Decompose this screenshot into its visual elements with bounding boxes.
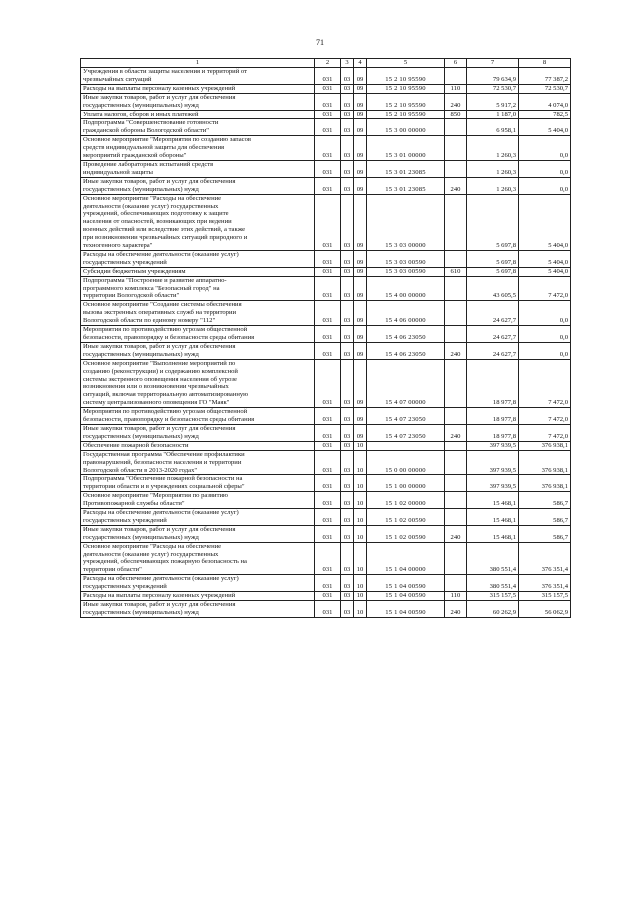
amount-col8-cell: 7 472,0 — [519, 276, 571, 301]
item-name-cell: Расходы на обеспечение деятельности (оказание услуг) государственных учреждений — [81, 575, 315, 592]
amount-col7-cell: 1 260,3 — [467, 177, 519, 194]
section-code-cell: 03 — [341, 84, 354, 93]
subsection-code-cell: 10 — [354, 542, 367, 575]
ministry-code-cell: 031 — [315, 177, 341, 194]
expense-type-cell: 610 — [445, 267, 467, 276]
subsection-code-cell: 10 — [354, 601, 367, 618]
column-header: 7 — [467, 59, 519, 68]
amount-col8-cell: 5 404,0 — [519, 119, 571, 136]
section-code-cell: 03 — [341, 110, 354, 119]
item-name-cell: Государственная программа "Обеспечение профилактики правонарушений, безопасности населения и территории Вологодской области в 2013-2020 годах" — [81, 450, 315, 475]
item-name-cell: Расходы на выплаты персоналу казенных учреждений — [81, 592, 315, 601]
target-article-cell: 15 0 00 00000 — [367, 450, 445, 475]
amount-col8-cell: 5 404,0 — [519, 250, 571, 267]
ministry-code-cell: 031 — [315, 250, 341, 267]
table-row — [81, 110, 571, 119]
table-row — [81, 525, 571, 542]
target-article-cell: 15 1 02 00590 — [367, 509, 445, 526]
table-row — [81, 84, 571, 93]
amount-col8-cell: 72 530,7 — [519, 84, 571, 93]
section-code-cell: 03 — [341, 592, 354, 601]
expense-type-cell — [445, 250, 467, 267]
ministry-code-cell: 031 — [315, 110, 341, 119]
item-name-cell: Иные закупки товаров, работ и услуг для обеспечения государственных (муниципальных) нужд — [81, 342, 315, 359]
ministry-code-cell: 031 — [315, 592, 341, 601]
table-row — [81, 326, 571, 343]
section-code-cell: 03 — [341, 342, 354, 359]
amount-col7-cell: 380 551,4 — [467, 542, 519, 575]
section-code-cell: 03 — [341, 424, 354, 441]
table-row — [81, 177, 571, 194]
amount-col7-cell: 1 260,3 — [467, 136, 519, 161]
expense-type-cell — [445, 194, 467, 250]
amount-col7-cell: 380 551,4 — [467, 575, 519, 592]
amount-col7-cell: 24 627,7 — [467, 301, 519, 326]
ministry-code-cell: 031 — [315, 575, 341, 592]
amount-col8-cell: 7 472,0 — [519, 408, 571, 425]
target-article-cell: 15 4 07 23050 — [367, 424, 445, 441]
subsection-code-cell: 10 — [354, 450, 367, 475]
section-code-cell: 03 — [341, 475, 354, 492]
target-article-cell: 15 3 03 00590 — [367, 267, 445, 276]
item-name-cell: Расходы на обеспечение деятельности (оказание услуг) государственных учреждений — [81, 509, 315, 526]
item-name-cell: Иные закупки товаров, работ и услуг для обеспечения государственных (муниципальных) нужд — [81, 93, 315, 110]
subsection-code-cell: 09 — [354, 110, 367, 119]
ministry-code-cell: 031 — [315, 267, 341, 276]
subsection-code-cell: 09 — [354, 301, 367, 326]
table-row — [81, 592, 571, 601]
expense-type-cell: 240 — [445, 177, 467, 194]
amount-col7-cell: 5 697,8 — [467, 267, 519, 276]
table-row — [81, 160, 571, 177]
ministry-code-cell: 031 — [315, 84, 341, 93]
subsection-code-cell: 10 — [354, 592, 367, 601]
ministry-code-cell: 031 — [315, 424, 341, 441]
subsection-code-cell: 09 — [354, 194, 367, 250]
section-code-cell: 03 — [341, 194, 354, 250]
target-article-cell: 15 3 01 00000 — [367, 136, 445, 161]
column-header: 3 — [341, 59, 354, 68]
expense-type-cell — [445, 441, 467, 450]
amount-col8-cell: 4 074,0 — [519, 93, 571, 110]
column-header-row — [81, 59, 571, 68]
item-name-cell: Иные закупки товаров, работ и услуг для обеспечения государственных (муниципальных) нужд — [81, 424, 315, 441]
section-code-cell: 03 — [341, 326, 354, 343]
item-name-cell: Подпрограмма "Совершенствование готовности гражданской обороны Вологодской области" — [81, 119, 315, 136]
expense-type-cell: 240 — [445, 525, 467, 542]
section-code-cell: 03 — [341, 359, 354, 407]
amount-col7-cell: 43 605,5 — [467, 276, 519, 301]
ministry-code-cell: 031 — [315, 408, 341, 425]
subsection-code-cell: 09 — [354, 276, 367, 301]
subsection-code-cell: 10 — [354, 525, 367, 542]
table-row — [81, 119, 571, 136]
target-article-cell: 15 4 07 23050 — [367, 408, 445, 425]
table-row — [81, 408, 571, 425]
subsection-code-cell: 10 — [354, 509, 367, 526]
expense-type-cell — [445, 276, 467, 301]
item-name-cell: Расходы на выплаты персоналу казенных учреждений — [81, 84, 315, 93]
ministry-code-cell: 031 — [315, 276, 341, 301]
item-name-cell: Учреждения в области защиты населения и территорий от чрезвычайных ситуаций — [81, 68, 315, 85]
subsection-code-cell: 10 — [354, 441, 367, 450]
amount-col7-cell: 60 262,9 — [467, 601, 519, 618]
subsection-code-cell: 10 — [354, 475, 367, 492]
expense-type-cell — [445, 160, 467, 177]
subsection-code-cell: 09 — [354, 250, 367, 267]
table-row — [81, 492, 571, 509]
section-code-cell: 03 — [341, 525, 354, 542]
item-name-cell: Основное мероприятие "Мероприятия по развитию Противопожарной службы области" — [81, 492, 315, 509]
amount-col8-cell: 0,0 — [519, 177, 571, 194]
table-body — [81, 59, 571, 618]
expense-type-cell — [445, 359, 467, 407]
subsection-code-cell: 09 — [354, 267, 367, 276]
expense-type-cell — [445, 509, 467, 526]
subsection-code-cell: 10 — [354, 492, 367, 509]
table-row — [81, 441, 571, 450]
section-code-cell: 03 — [341, 450, 354, 475]
expense-type-cell: 240 — [445, 342, 467, 359]
subsection-code-cell: 09 — [354, 68, 367, 85]
column-header: 2 — [315, 59, 341, 68]
amount-col8-cell: 56 062,9 — [519, 601, 571, 618]
amount-col7-cell: 1 260,3 — [467, 160, 519, 177]
target-article-cell: 15 2 10 95590 — [367, 110, 445, 119]
item-name-cell: Проведение лабораторных испытаний средств индивидуальной защиты — [81, 160, 315, 177]
expense-type-cell: 110 — [445, 592, 467, 601]
target-article-cell: 15 3 01 23085 — [367, 177, 445, 194]
amount-col7-cell: 397 939,5 — [467, 441, 519, 450]
table-row — [81, 575, 571, 592]
target-article-cell — [367, 441, 445, 450]
amount-col7-cell: 315 157,5 — [467, 592, 519, 601]
expense-type-cell — [445, 136, 467, 161]
item-name-cell: Мероприятия по противодействию угрозам общественной безопасности, правопорядку и безопасности среды обитания — [81, 408, 315, 425]
amount-col8-cell: 376 351,4 — [519, 542, 571, 575]
item-name-cell: Обеспечение пожарной безопасности — [81, 441, 315, 450]
ministry-code-cell: 031 — [315, 136, 341, 161]
expense-type-cell — [445, 301, 467, 326]
amount-col7-cell: 5 917,2 — [467, 93, 519, 110]
item-name-cell: Основное мероприятие "Расходы на обеспечение деятельности (оказание услуг) государственных учреждений, обеспечивающих пожарную безопасность на территории области" — [81, 542, 315, 575]
subsection-code-cell: 09 — [354, 84, 367, 93]
expense-type-cell: 110 — [445, 84, 467, 93]
table-row — [81, 542, 571, 575]
section-code-cell: 03 — [341, 177, 354, 194]
table-row — [81, 267, 571, 276]
target-article-cell: 15 1 04 00590 — [367, 592, 445, 601]
amount-col8-cell: 376 938,1 — [519, 450, 571, 475]
target-article-cell: 15 1 04 00590 — [367, 601, 445, 618]
section-code-cell: 03 — [341, 542, 354, 575]
ministry-code-cell: 031 — [315, 68, 341, 85]
amount-col7-cell: 397 939,5 — [467, 475, 519, 492]
column-header: 1 — [81, 59, 315, 68]
amount-col8-cell: 77 387,2 — [519, 68, 571, 85]
section-code-cell: 03 — [341, 267, 354, 276]
table-row — [81, 359, 571, 407]
target-article-cell: 15 2 10 95590 — [367, 68, 445, 85]
target-article-cell: 15 1 02 00000 — [367, 492, 445, 509]
column-header: 8 — [519, 59, 571, 68]
target-article-cell: 15 2 10 95590 — [367, 84, 445, 93]
item-name-cell: Подпрограмма "Построение и развитие аппаратно- программного комплекса "Безопасный город" на территории Вологодской области" — [81, 276, 315, 301]
target-article-cell: 15 3 03 00590 — [367, 250, 445, 267]
ministry-code-cell: 031 — [315, 119, 341, 136]
section-code-cell: 03 — [341, 136, 354, 161]
target-article-cell: 15 1 02 00590 — [367, 525, 445, 542]
ministry-code-cell: 031 — [315, 542, 341, 575]
table-row — [81, 276, 571, 301]
target-article-cell: 15 1 00 00000 — [367, 475, 445, 492]
ministry-code-cell: 031 — [315, 93, 341, 110]
target-article-cell: 15 3 01 23085 — [367, 160, 445, 177]
section-code-cell: 03 — [341, 160, 354, 177]
column-header: 5 — [367, 59, 445, 68]
amount-col8-cell: 376 351,4 — [519, 575, 571, 592]
amount-col7-cell: 15 468,1 — [467, 509, 519, 526]
table-row — [81, 68, 571, 85]
expense-type-cell: 850 — [445, 110, 467, 119]
amount-col7-cell: 24 627,7 — [467, 342, 519, 359]
amount-col8-cell: 0,0 — [519, 160, 571, 177]
section-code-cell: 03 — [341, 93, 354, 110]
amount-col8-cell: 5 404,0 — [519, 267, 571, 276]
subsection-code-cell: 09 — [354, 408, 367, 425]
expense-type-cell — [445, 575, 467, 592]
target-article-cell: 15 4 00 00000 — [367, 276, 445, 301]
table-row — [81, 194, 571, 250]
table-row — [81, 342, 571, 359]
expense-type-cell — [445, 542, 467, 575]
amount-col8-cell: 0,0 — [519, 326, 571, 343]
amount-col7-cell: 1 187,0 — [467, 110, 519, 119]
amount-col7-cell: 15 468,1 — [467, 492, 519, 509]
page-number: 71 — [316, 38, 324, 47]
ministry-code-cell: 031 — [315, 301, 341, 326]
subsection-code-cell: 09 — [354, 326, 367, 343]
item-name-cell: Субсидии бюджетным учреждениям — [81, 267, 315, 276]
expense-type-cell: 240 — [445, 424, 467, 441]
table-row — [81, 450, 571, 475]
section-code-cell: 03 — [341, 250, 354, 267]
table-row — [81, 475, 571, 492]
subsection-code-cell: 09 — [354, 136, 367, 161]
subsection-code-cell: 09 — [354, 119, 367, 136]
budget-table — [80, 58, 571, 618]
amount-col7-cell: 18 977,8 — [467, 424, 519, 441]
item-name-cell: Расходы на обеспечение деятельности (оказание услуг) государственных учреждений — [81, 250, 315, 267]
ministry-code-cell: 031 — [315, 342, 341, 359]
table-row — [81, 301, 571, 326]
item-name-cell: Иные закупки товаров, работ и услуг для обеспечения государственных (муниципальных) нужд — [81, 525, 315, 542]
ministry-code-cell: 031 — [315, 194, 341, 250]
subsection-code-cell: 09 — [354, 359, 367, 407]
section-code-cell: 03 — [341, 601, 354, 618]
amount-col8-cell: 5 404,0 — [519, 194, 571, 250]
target-article-cell: 15 1 04 00590 — [367, 575, 445, 592]
section-code-cell: 03 — [341, 276, 354, 301]
expense-type-cell: 240 — [445, 601, 467, 618]
amount-col8-cell: 0,0 — [519, 136, 571, 161]
item-name-cell: Иные закупки товаров, работ и услуг для обеспечения государственных (муниципальных) нужд — [81, 601, 315, 618]
ministry-code-cell: 031 — [315, 441, 341, 450]
amount-col8-cell: 376 938,1 — [519, 441, 571, 450]
item-name-cell: Мероприятия по противодействию угрозам общественной безопасности, правопорядку и безопасности среды обитания — [81, 326, 315, 343]
subsection-code-cell: 09 — [354, 93, 367, 110]
section-code-cell: 03 — [341, 68, 354, 85]
ministry-code-cell: 031 — [315, 509, 341, 526]
column-header: 6 — [445, 59, 467, 68]
target-article-cell: 15 4 06 23050 — [367, 326, 445, 343]
amount-col7-cell: 72 530,7 — [467, 84, 519, 93]
target-article-cell: 15 4 06 00000 — [367, 301, 445, 326]
section-code-cell: 03 — [341, 441, 354, 450]
amount-col8-cell: 586,7 — [519, 509, 571, 526]
amount-col7-cell: 5 697,8 — [467, 250, 519, 267]
item-name-cell: Основное мероприятие "Создание системы обеспечения вызова экстренных оперативных служб на территории Вологодской области по единому номеру "112" — [81, 301, 315, 326]
target-article-cell: 15 4 06 23050 — [367, 342, 445, 359]
expense-type-cell — [445, 492, 467, 509]
ministry-code-cell: 031 — [315, 359, 341, 407]
target-article-cell: 15 3 00 00000 — [367, 119, 445, 136]
amount-col8-cell: 7 472,0 — [519, 424, 571, 441]
subsection-code-cell: 09 — [354, 160, 367, 177]
amount-col8-cell: 0,0 — [519, 342, 571, 359]
item-name-cell: Основное мероприятие "Выполнение мероприятий по созданию (реконструкции) и содержанию комплексной системы экстренного оповещения населения об угрозе возникновения или о возникновении чрезвычайных ситуаций, включая территориальную автоматизированную систему централизованного оповещения ГО "Маяк" — [81, 359, 315, 407]
amount-col7-cell: 6 958,1 — [467, 119, 519, 136]
expense-type-cell — [445, 450, 467, 475]
item-name-cell: Иные закупки товаров, работ и услуг для обеспечения государственных (муниципальных) нужд — [81, 177, 315, 194]
amount-col7-cell: 15 468,1 — [467, 525, 519, 542]
subsection-code-cell: 09 — [354, 177, 367, 194]
table-row — [81, 136, 571, 161]
expense-type-cell — [445, 326, 467, 343]
amount-col8-cell: 315 157,5 — [519, 592, 571, 601]
ministry-code-cell: 031 — [315, 450, 341, 475]
ministry-code-cell: 031 — [315, 601, 341, 618]
column-header: 4 — [354, 59, 367, 68]
section-code-cell: 03 — [341, 301, 354, 326]
item-name-cell: Основное мероприятие "Мероприятия по созданию запасов средств индивидуальной защиты для обеспечения мероприятий гражданской обороны" — [81, 136, 315, 161]
amount-col8-cell: 586,7 — [519, 492, 571, 509]
ministry-code-cell: 031 — [315, 525, 341, 542]
amount-col7-cell: 5 697,8 — [467, 194, 519, 250]
item-name-cell: Основное мероприятие "Расходы на обеспечение деятельности (оказание услуг) государственных учреждений, обеспечивающих подготовку к защите населения от опасностей, возникающих при ведении военных действий или вследствие этих действий, а также при возникновении чрезвычайных ситуаций природного и техногенного характера" — [81, 194, 315, 250]
amount-col7-cell: 397 939,5 — [467, 450, 519, 475]
expense-type-cell — [445, 119, 467, 136]
item-name-cell: Подпрограмма "Обеспечение пожарной безопасности на территории области и в учреждениях социальной сферы" — [81, 475, 315, 492]
amount-col8-cell: 586,7 — [519, 525, 571, 542]
amount-col8-cell: 376 938,1 — [519, 475, 571, 492]
ministry-code-cell: 031 — [315, 326, 341, 343]
target-article-cell: 15 2 10 95590 — [367, 93, 445, 110]
expense-type-cell — [445, 408, 467, 425]
section-code-cell: 03 — [341, 119, 354, 136]
ministry-code-cell: 031 — [315, 160, 341, 177]
target-article-cell: 15 1 04 00000 — [367, 542, 445, 575]
expense-type-cell — [445, 68, 467, 85]
table-row — [81, 509, 571, 526]
amount-col8-cell: 7 472,0 — [519, 359, 571, 407]
subsection-code-cell: 09 — [354, 342, 367, 359]
table-row — [81, 601, 571, 618]
ministry-code-cell: 031 — [315, 492, 341, 509]
amount-col8-cell: 0,0 — [519, 301, 571, 326]
expense-type-cell: 240 — [445, 93, 467, 110]
amount-col8-cell: 782,5 — [519, 110, 571, 119]
section-code-cell: 03 — [341, 509, 354, 526]
section-code-cell: 03 — [341, 575, 354, 592]
expense-type-cell — [445, 475, 467, 492]
section-code-cell: 03 — [341, 492, 354, 509]
target-article-cell: 15 4 07 00000 — [367, 359, 445, 407]
amount-col7-cell: 24 627,7 — [467, 326, 519, 343]
amount-col7-cell: 18 977,8 — [467, 408, 519, 425]
subsection-code-cell: 09 — [354, 424, 367, 441]
subsection-code-cell: 10 — [354, 575, 367, 592]
ministry-code-cell: 031 — [315, 475, 341, 492]
amount-col7-cell: 18 977,8 — [467, 359, 519, 407]
target-article-cell: 15 3 03 00000 — [367, 194, 445, 250]
amount-col7-cell: 79 634,9 — [467, 68, 519, 85]
table-row — [81, 93, 571, 110]
item-name-cell: Уплата налогов, сборов и иных платежей — [81, 110, 315, 119]
table-row — [81, 424, 571, 441]
section-code-cell: 03 — [341, 408, 354, 425]
table-row — [81, 250, 571, 267]
